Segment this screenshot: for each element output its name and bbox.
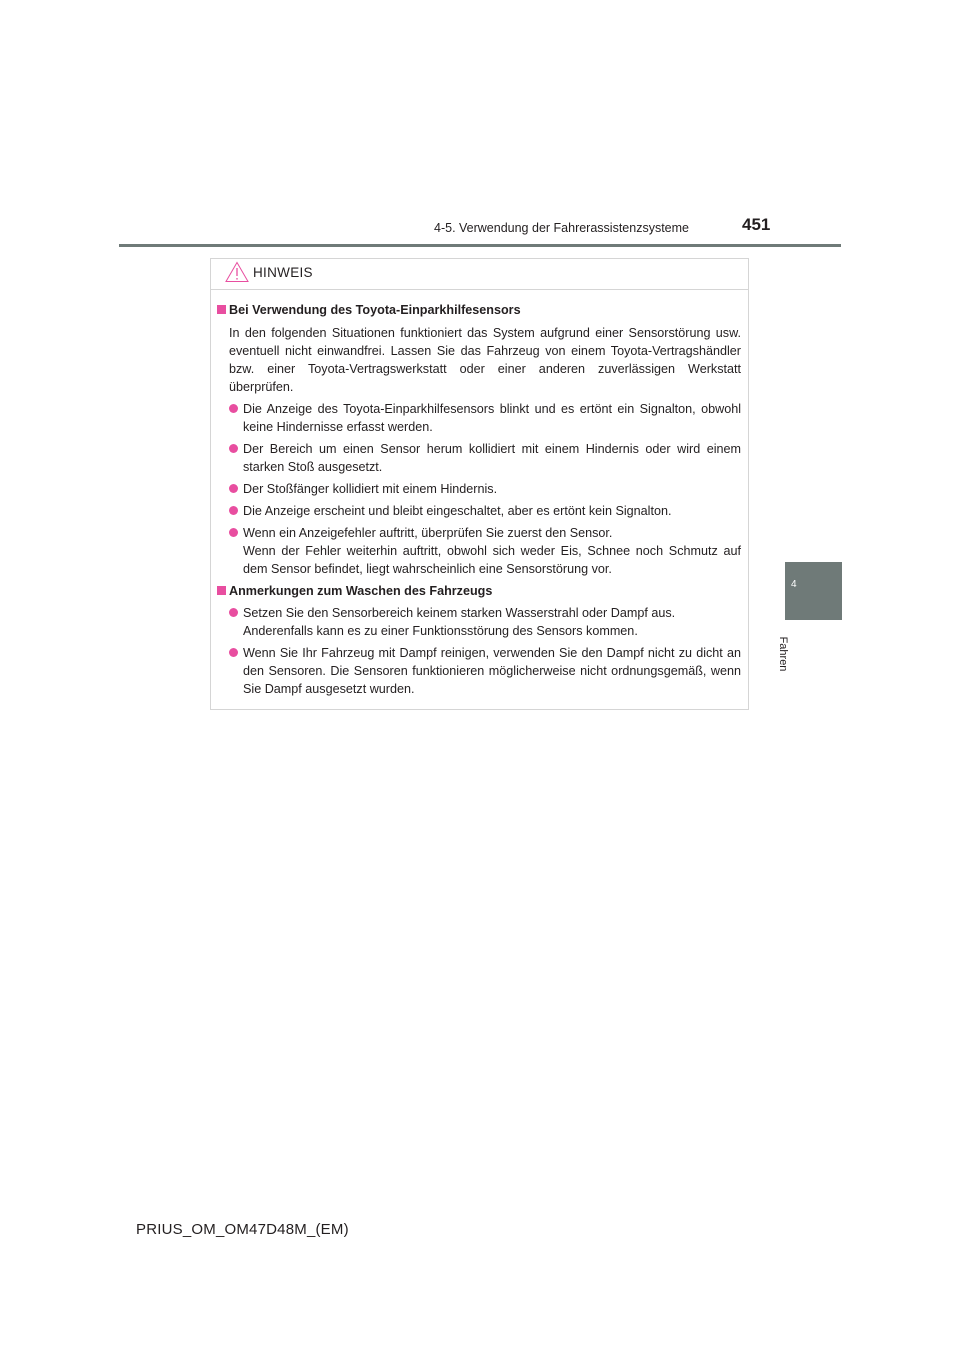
notice-body bbox=[211, 301, 748, 698]
square-bullet-icon bbox=[217, 586, 226, 595]
chapter-label: Fahren bbox=[777, 636, 789, 672]
section-heading-text: Bei Verwendung des Toyota-Einparkhilfesensors bbox=[229, 303, 521, 317]
bullet-text: Wenn Sie Ihr Fahrzeug mit Dampf reinigen, verwenden Sie den Dampf nicht zu dicht an den Sensoren. Die Sensoren funktionieren möglicherweise nicht ordnungsgemäß, wenn Sie Dampf ausgesetzt wurden. bbox=[243, 646, 741, 696]
dot-bullet-icon bbox=[229, 528, 238, 537]
dot-bullet-icon bbox=[229, 506, 238, 515]
bullet-text: Der Stoßfänger kollidiert mit einem Hindernis. bbox=[243, 482, 498, 496]
chapter-number: 4 bbox=[791, 579, 797, 590]
bullet-item bbox=[243, 524, 741, 578]
dot-bullet-icon bbox=[229, 404, 238, 413]
bullet-text: Wenn ein Anzeigefehler auftritt, überprüfen Sie zuerst den Sensor. Wenn der Fehler weiterhin auftritt, obwohl sich weder Eis, Schnee noch Schmutz auf dem Sensor befindet, liegt wahrscheinlich eine Sensorstörung vor. bbox=[243, 526, 741, 576]
dot-bullet-icon bbox=[229, 444, 238, 453]
header-title: 4-5. Verwendung der Fahrerassistenzsysteme bbox=[434, 221, 689, 235]
bullet-text: Setzen Sie den Sensorbereich keinem starken Wasserstrahl oder Dampf aus. Anderenfalls kann es zu einer Funktionsstörung des Sensors kommen. bbox=[243, 606, 676, 638]
bullet-text: Der Bereich um einen Sensor herum kollidiert mit einem Hindernis oder wird einem starken Stoß ausgesetzt. bbox=[243, 442, 741, 474]
bullet-text: Die Anzeige erscheint und bleibt eingeschaltet, aber es ertönt kein Signalton. bbox=[243, 504, 672, 518]
section-heading-text: Anmerkungen zum Waschen des Fahrzeugs bbox=[229, 584, 493, 598]
dot-bullet-icon bbox=[229, 484, 238, 493]
dot-bullet-icon bbox=[229, 608, 238, 617]
notice-box bbox=[210, 258, 749, 710]
section-heading bbox=[211, 582, 748, 600]
bullet-text: Die Anzeige des Toyota-Einparkhilfesensors blinkt und es ertönt ein Signalton, obwohl keine Hindernisse erfasst werden. bbox=[243, 402, 741, 434]
bullet-item bbox=[243, 502, 741, 520]
section-intro: In den folgenden Situationen funktioniert das System aufgrund einer Sensorstörung usw. eventuell nicht einwandfrei. Lassen Sie das Fahrzeug von einem Toyota-Vertragshändler bzw. einer Toyota-Vertragswerkstatt oder einer anderen zuverlässigen Werkstatt überprüfen. bbox=[229, 326, 741, 394]
header-rule bbox=[119, 244, 841, 247]
warning-triangle-icon bbox=[225, 261, 249, 283]
footer-code: PRIUS_OM_OM47D48M_(EM) bbox=[136, 1221, 349, 1238]
dot-bullet-icon bbox=[229, 648, 238, 657]
section-heading bbox=[211, 301, 748, 319]
bullet-item bbox=[243, 644, 741, 698]
chapter-tab bbox=[785, 562, 842, 620]
bullet-item bbox=[243, 604, 741, 640]
bullet-item bbox=[243, 480, 741, 498]
bullet-item bbox=[243, 440, 741, 476]
bullet-item bbox=[243, 400, 741, 436]
page-number: 451 bbox=[742, 215, 771, 234]
square-bullet-icon bbox=[217, 305, 226, 314]
notice-header bbox=[211, 259, 748, 290]
notice-title: HINWEIS bbox=[253, 265, 313, 280]
